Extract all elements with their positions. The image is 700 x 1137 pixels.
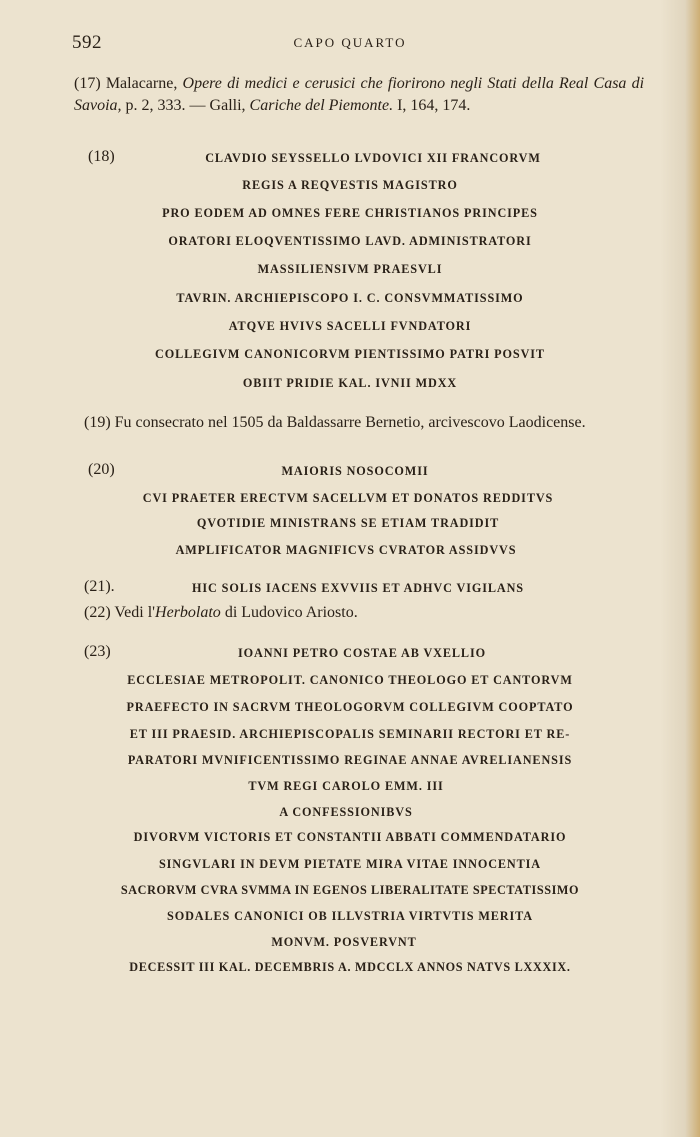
footnote-marker: (19) xyxy=(84,414,111,431)
epitaph-line: ECCLESIAE METROPOLIT. CANONICO THEOLOGO ET CANTORVM xyxy=(127,673,573,687)
epitaph-line: CVI PRAETER ERECTVM SACELLVM ET DONATOS REDDITVS xyxy=(142,491,554,505)
footnote-marker: (17) xyxy=(74,75,101,92)
epitaph-line: DIVORVM VICTORIS ET CONSTANTII ABBATI COMMENDATARIO xyxy=(133,830,567,844)
epitaph-line: ORATORI ELOQVENTISSIMO LAVD. ADMINISTRATORI xyxy=(168,234,532,248)
epitaph-line: COLLEGIVM CANONICORVM PIENTISSIMO PATRI POSVIT xyxy=(155,347,545,361)
footnote-text: di Ludovico Ariosto. xyxy=(220,604,358,621)
page-header xyxy=(0,32,700,56)
epitaph-line: QVOTIDIE MINISTRANS SE ETIAM TRADIDIT xyxy=(196,516,500,530)
epitaph-line: PARATORI MVNIFICENTISSIMO REGINAE ANNAE AVRELIANENSIS xyxy=(127,753,573,767)
footnote-marker: (18) xyxy=(88,148,115,165)
epitaph-line: ATQVE HVIVS SACELLI FVNDATORI xyxy=(228,319,472,333)
epitaph-line: CLAVDIO SEYSSELLO LVDOVICI XII FRANCORVM xyxy=(205,151,541,165)
epitaph-line: MAIORIS NOSOCOMII xyxy=(281,464,429,478)
footnote-text: Vedi l' xyxy=(114,604,156,621)
epitaph-line: SINGVLARI IN DEVM PIETATE MIRA VITAE INNOCENTIA xyxy=(158,857,542,871)
epitaph-line: SODALES CANONICI OB ILLVSTRIA VIRTVTIS MERITA xyxy=(167,909,533,923)
epitaph-line: OBIIT PRIDIE KAL. IVNII MDXX xyxy=(242,376,458,390)
work-title: Opere di medici e cerusici che fiorirono negli Stati della Real Casa di Savoia, xyxy=(74,75,645,114)
author-name: Malacarne, xyxy=(105,75,178,92)
epitaph-line: REGIS A REQVESTIS MAGISTRO xyxy=(242,178,458,192)
footnote-text: Fu consecrato nel 1505 da Baldassarre Bernetio, arcivescovo Laodicense. xyxy=(114,414,586,431)
epitaph-line: DECESSIT III KAL. DECEMBRIS A. MDCCLX ANNOS NATVS LXXXIX. xyxy=(129,960,571,974)
footnote-marker: (23) xyxy=(84,643,111,660)
work-title: Cariche del Piemonte. xyxy=(249,97,394,114)
work-title: Herbolato xyxy=(155,604,221,621)
page-number: 592 xyxy=(72,32,102,53)
epitaph-line: TVM REGI CAROLO EMM. III xyxy=(248,779,444,793)
citation: I, 164, 174. xyxy=(397,97,471,114)
epitaph-line: PRO EODEM AD OMNES FERE CHRISTIANOS PRINCIPES xyxy=(162,206,538,220)
running-head: CAPO QUARTO xyxy=(293,35,407,50)
epitaph-line: AMPLIFICATOR MAGNIFICVS CVRATOR ASSIDVVS xyxy=(175,543,517,557)
epitaph-line: SACRORVM CVRA SVMMA IN EGENOS LIBERALITATE SPECTATISSIMO xyxy=(120,883,580,897)
citation: p. 2, 333. — Galli, xyxy=(125,97,246,114)
epitaph-line: PRAEFECTO IN SACRVM THEOLOGORVM COLLEGIVM COOPTATO xyxy=(126,700,574,714)
epitaph-line: MASSILIENSIVM PRAESVLI xyxy=(257,262,443,276)
epitaph-line: HIC SOLIS IACENS EXVVIIS ET ADHVC VIGILANS xyxy=(192,581,524,595)
footnote-marker: (22) xyxy=(84,604,111,621)
footnote-17 xyxy=(74,73,644,117)
footnote-22 xyxy=(84,604,358,622)
epitaph-line: A CONFESSIONIBVS xyxy=(279,805,413,819)
epitaph-line: MONVM. POSVERVNT xyxy=(271,935,417,949)
epitaph-line: ET III PRAESID. ARCHIEPISCOPALIS SEMINARII RECTORI ET RE- xyxy=(129,727,571,741)
footnote-19 xyxy=(74,412,634,434)
footnote-marker: (20) xyxy=(88,461,115,478)
epitaph-line: IOANNI PETRO COSTAE AB VXELLIO xyxy=(237,646,486,660)
footnote-marker: (21). xyxy=(84,578,115,595)
epitaph-line: TAVRIN. ARCHIEPISCOPO I. C. CONSVMMATISSIMO xyxy=(176,291,524,305)
